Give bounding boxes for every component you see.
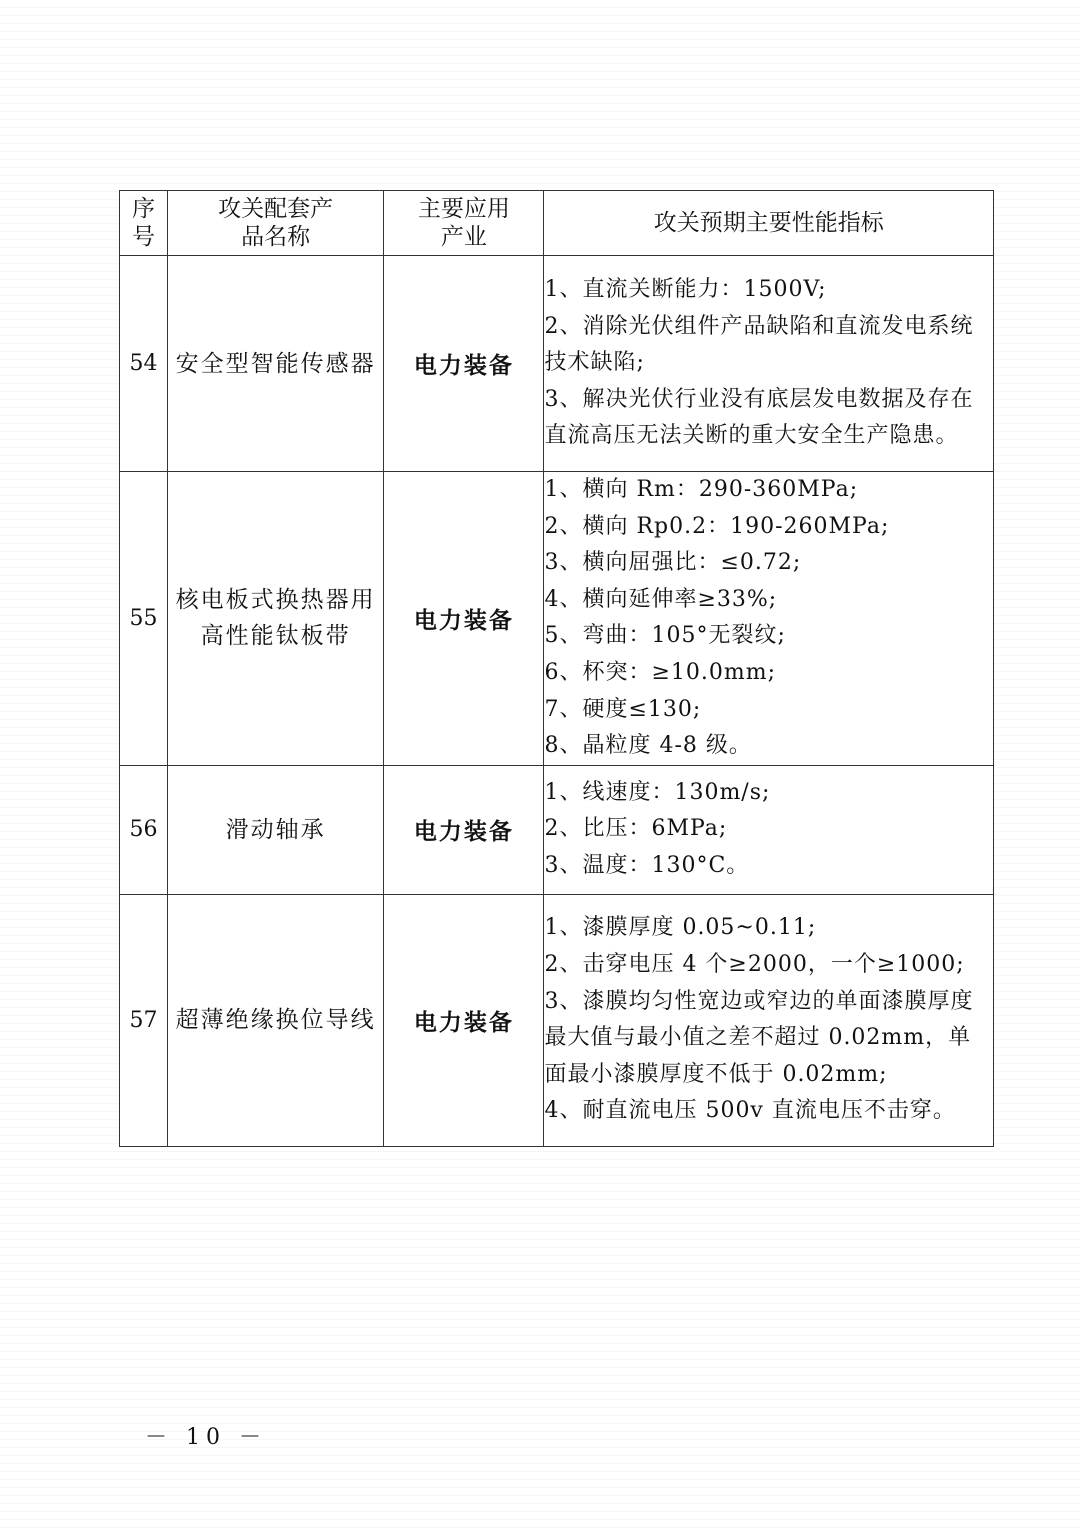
row-no: 55	[120, 472, 168, 766]
spec-item: 3、温度：130°C。	[544, 853, 750, 879]
row-spec	[544, 256, 994, 472]
spec-item: 4、横向延伸率≥33%;	[544, 586, 778, 612]
row-no: 56	[120, 765, 168, 894]
spec-item: 8、晶粒度 4-8 级。	[544, 733, 752, 759]
table-row	[120, 765, 994, 894]
header-industry: 主要应用产业	[384, 191, 544, 256]
row-industry: 电力装备	[384, 256, 544, 472]
spec-item: 2、比压：6MPa;	[544, 816, 728, 842]
table-row	[120, 894, 994, 1146]
page-number: － 10 －	[145, 1425, 267, 1450]
spec-item: 3、横向屈强比：≤0.72;	[544, 550, 802, 576]
header-name: 攻关配套产品名称	[168, 191, 384, 256]
table-row	[120, 256, 994, 472]
spec-item: 3、漆膜均匀性宽边或窄边的单面漆膜厚度最大值与最小值之差不超过 0.02mm，单面最小漆膜厚度不低于 0.02mm;	[544, 988, 974, 1087]
spec-item: 2、击穿电压 4 个≥2000，一个≥1000;	[544, 952, 965, 978]
table-row	[120, 472, 994, 766]
spec-item: 3、解决光伏行业没有底层发电数据及存在直流高压无法关断的重大安全生产隐患。	[544, 386, 974, 449]
spec-table	[119, 190, 994, 1147]
spec-item: 1、漆膜厚度 0.05~0.11;	[544, 915, 817, 941]
spec-item: 2、消除光伏组件产品缺陷和直流发电系统技术缺陷;	[544, 313, 974, 376]
table-header-row	[120, 191, 994, 256]
row-spec	[544, 765, 994, 894]
row-name: 超薄绝缘换位导线	[168, 894, 384, 1146]
spec-item: 7、硬度≤130;	[544, 696, 702, 722]
spec-item: 1、线速度：130m/s;	[544, 779, 771, 805]
row-name: 安全型智能传感器	[168, 256, 384, 472]
row-industry: 电力装备	[384, 472, 544, 766]
spec-item: 2、横向 Rp0.2：190-260MPa;	[544, 513, 890, 539]
spec-item: 4、耐直流电压 500v 直流电压不击穿。	[544, 1098, 956, 1124]
row-name: 滑动轴承	[168, 765, 384, 894]
header-no: 序号	[120, 191, 168, 256]
header-spec: 攻关预期主要性能指标	[544, 191, 994, 256]
row-industry: 电力装备	[384, 765, 544, 894]
spec-item: 5、弯曲：105°无裂纹;	[544, 623, 786, 649]
row-no: 57	[120, 894, 168, 1146]
row-no: 54	[120, 256, 168, 472]
row-name: 核电板式换热器用高性能钛板带	[168, 472, 384, 766]
row-spec	[544, 472, 994, 766]
row-industry: 电力装备	[384, 894, 544, 1146]
spec-item: 6、杯突：≥10.0mm;	[544, 659, 777, 685]
spec-item: 1、直流关断能力：1500V;	[544, 277, 827, 303]
row-spec	[544, 894, 994, 1146]
spec-item: 1、横向 Rm：290-360MPa;	[544, 477, 859, 502]
